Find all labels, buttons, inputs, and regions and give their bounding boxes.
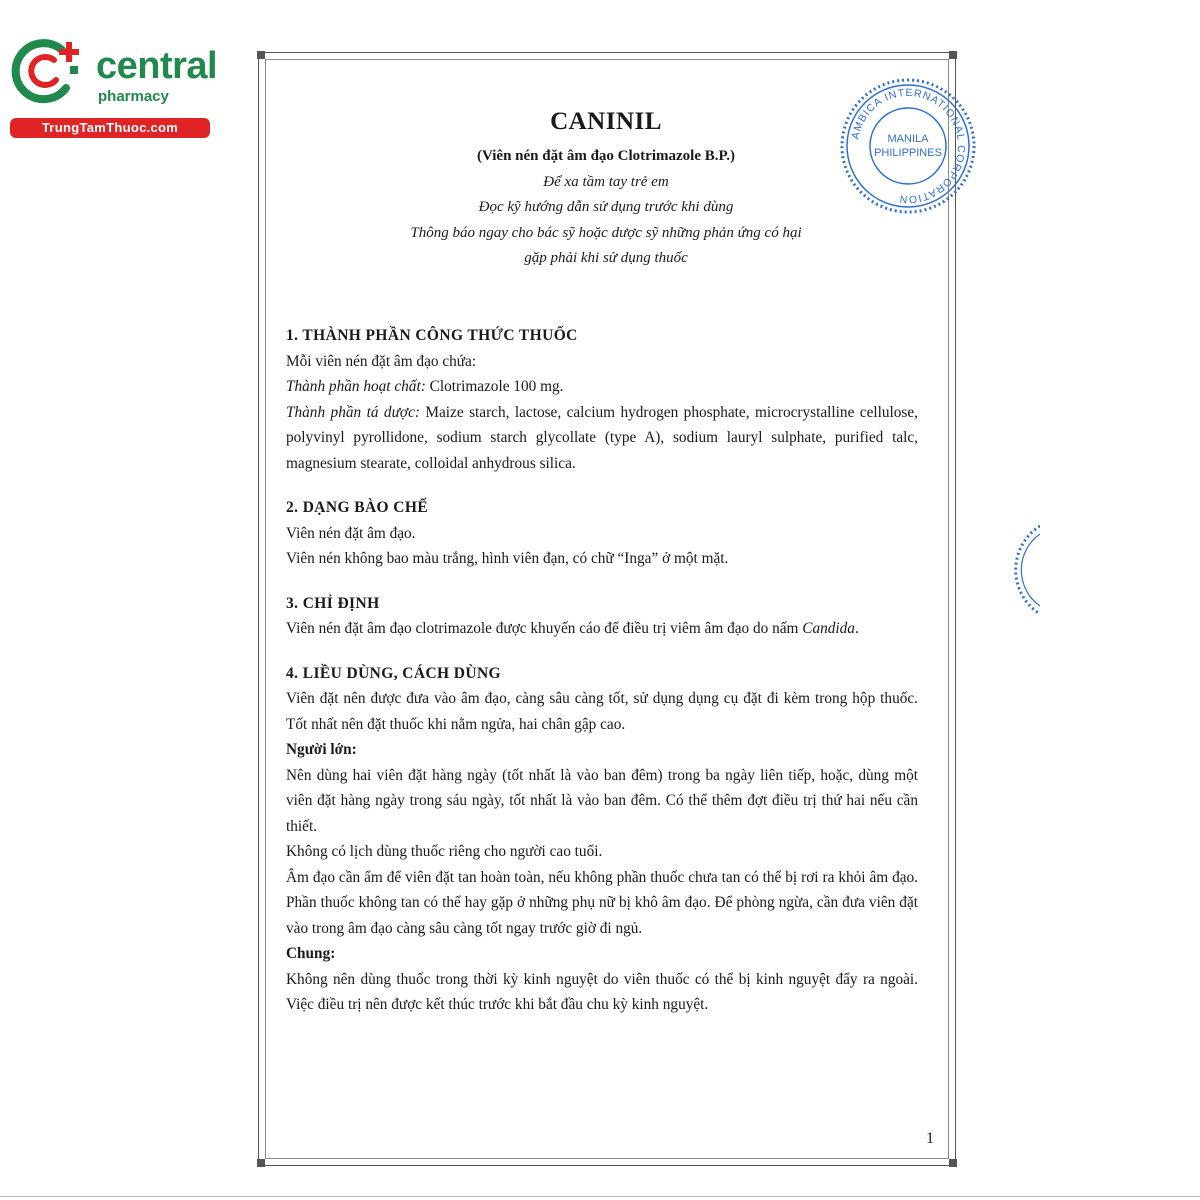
- adult-label: Người lớn:: [286, 741, 357, 758]
- dosage-paragraph-2: Nên dùng hai viên đặt hàng ngày (tốt nhất là vào ban đêm) trong ba ngày liên tiếp, hoặc, dùng một viên đặt hàng ngày trong sáu ngày, tốt nhất là vào ban đêm. Có thể thêm đợt điều trị thứ hai nếu cần thiết.: [286, 766, 918, 835]
- document-title: CANINIL: [550, 108, 662, 135]
- section-4-heading: 4. LIỀU DÙNG, CÁCH DÙNG: [286, 664, 502, 682]
- brand-name: central: [96, 45, 218, 87]
- brand-subtitle: pharmacy: [98, 88, 169, 105]
- dosage-paragraph-1: Viên đặt nên được đưa vào âm đạo, càng sâu càng tốt, sử dụng dụng cụ đặt đi kèm trong hộp thuốc. Tốt nhất nên đặt thuốc khi nằm ngửa, hai chân gập cao.: [286, 690, 918, 733]
- section-3-heading: 3. CHỈ ĐỊNH: [286, 594, 380, 612]
- frame-corner: [257, 1159, 265, 1167]
- active-value: Clotrimazole 100 mg.: [425, 378, 564, 395]
- company-seal-icon: [838, 76, 978, 216]
- section-2-heading: 2. DẠNG BÀO CHẾ: [286, 499, 429, 516]
- dosage-form-line-1: Viên nén đặt âm đạo.: [286, 524, 416, 542]
- dosage-paragraph-4: Âm đạo cần ẩm để viên đặt tan hoàn toàn, nếu không phần thuốc chưa tan có thể bị rơi ra khỏi âm đạo. Phần thuốc không tan có thể hay gặp ở những phụ nữ bị khô âm đạo. Để phòng ngừa, cần đưa viên đặt vào trong âm đạo càng sâu càng tốt ngay trước giờ đi ngủ.: [286, 868, 918, 937]
- active-label: Thành phần hoạt chất:: [286, 378, 426, 395]
- seal-ring-text: AMBICA INTERNATIONAL CORPORATION: [849, 86, 968, 206]
- frame-corner: [949, 1159, 957, 1167]
- dosage-paragraph-5: Không nên dùng thuốc trong thời kỳ kinh nguyệt do viên thuốc có thể bị kinh nguyệt đẩy ra ngoài. Việc điều trị nên được kết thúc trước khi bắt đầu chu kỳ kinh nguyệt.: [286, 970, 918, 1013]
- excipients: [286, 400, 918, 477]
- brand-logo[interactable]: [10, 36, 220, 136]
- section-1-heading: 1. THÀNH PHẦN CÔNG THỨC THUỐC: [286, 327, 578, 344]
- indication-organism: Candida: [802, 620, 855, 637]
- document-subtitle: (Viên nén đặt âm đạo Clotrimazole B.P.): [476, 148, 736, 164]
- partial-seal-icon: [1000, 520, 1040, 620]
- warning-line-1: Để xa tầm tay trẻ em: [543, 174, 669, 190]
- page-edge: [0, 1196, 1200, 1197]
- brand-website[interactable]: TrungTamThuoc.com: [10, 118, 210, 138]
- composition-intro: Mỗi viên nén đặt âm đạo chứa:: [286, 352, 477, 370]
- warning-line-2: Đọc kỹ hướng dẫn sử dụng trước khi dùng: [478, 199, 734, 215]
- page-number: 1: [926, 1130, 934, 1147]
- excipient-value: Maize starch, lactose, calcium hydrogen phosphate, microcrystalline cellulose, polyvinyl pyrollidone, sodium starch glycollate (type A), sodium lauryl sulphate, purified talc, magnesium stearate, colloidal anhydrous silica.: [286, 403, 918, 472]
- indication-text: [286, 616, 918, 642]
- dosage-form-line-2: Viên nén không bao màu trắng, hình viên đạn, có chữ “Inga” ở một mặt.: [286, 550, 729, 567]
- indication-end: .: [854, 620, 859, 637]
- pharmacy-cross-logo-icon: [10, 36, 92, 106]
- indication-main: Viên nén đặt âm đạo clotrimazole được khuyến cáo để điều trị viêm âm đạo do nấm: [286, 620, 803, 637]
- active-ingredient: [286, 374, 918, 400]
- seal-center-line2: PHILIPPINES: [874, 147, 942, 159]
- frame-corner: [949, 51, 957, 59]
- document-body: [286, 323, 918, 1018]
- warning-line-3: Thông báo ngay cho bác sỹ hoặc dược sỹ những phản ứng có hại: [410, 225, 802, 241]
- dosage-paragraph-3: Không có lịch dùng thuốc riêng cho người cao tuổi.: [286, 843, 603, 860]
- frame-corner: [257, 51, 265, 59]
- general-label: Chung:: [286, 945, 336, 962]
- seal-center-line1: MANILA: [887, 133, 929, 145]
- excipient-label: Thành phần tá dược:: [286, 403, 420, 421]
- warning-line-4: gặp phải khi sử dụng thuốc: [524, 250, 688, 266]
